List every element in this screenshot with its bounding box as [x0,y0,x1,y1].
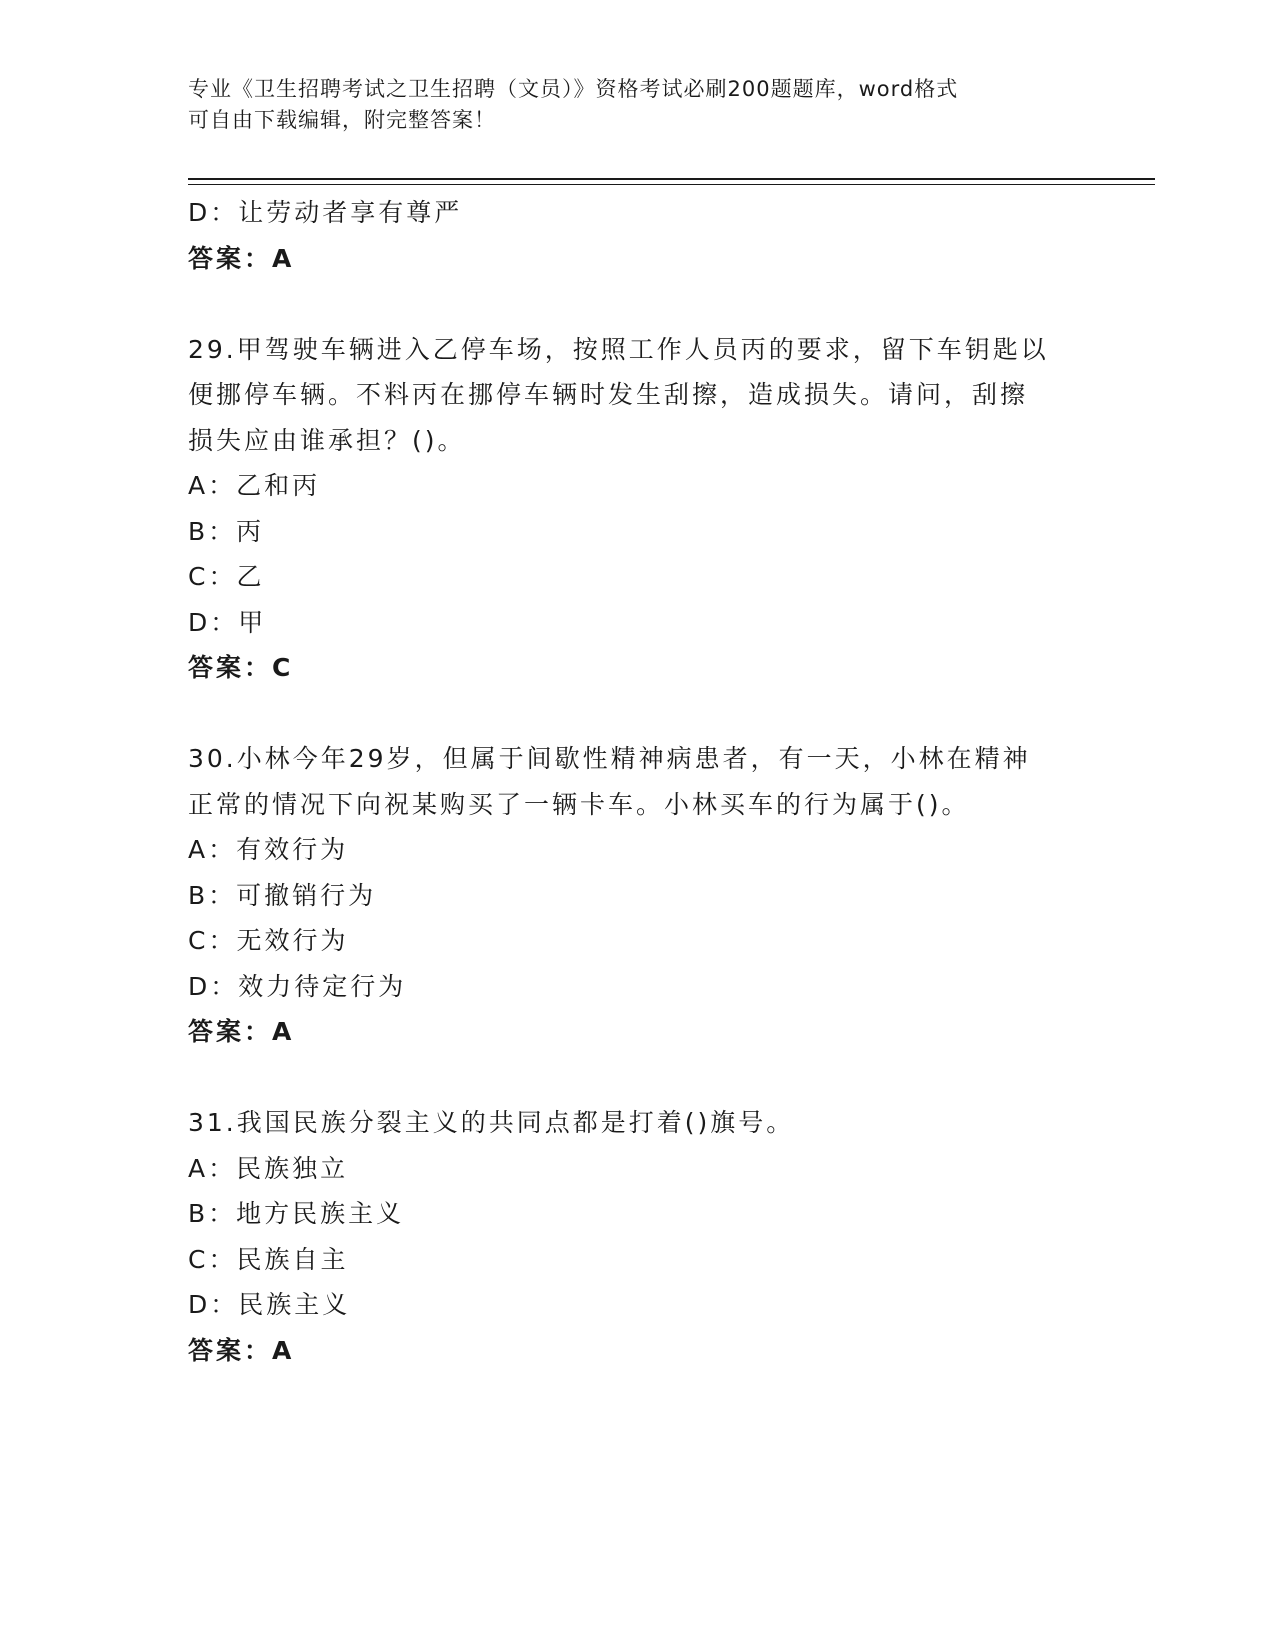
question-29-option-b: B：丙 [188,516,265,546]
question-31 [188,1100,1088,1373]
question-30-option-c: C：无效行为 [188,926,349,955]
question-29-stem-line-2: 便挪停车辆。不料丙在挪停车辆时发生刮擦，造成损失。请问，刮擦 [188,380,1029,409]
question-30-answer: 答案：A [188,1017,295,1046]
question-31-stem-line-1: 31.我国民族分裂主义的共同点都是打着()旗号。 [188,1108,795,1137]
spacer [188,1055,1088,1101]
header-line-2: 可自由下载编辑，附完整答案！ [188,108,496,132]
question-31-option-b: B：地方民族主义 [188,1199,405,1228]
question-31-option-c: C：民族自主 [188,1244,349,1274]
header-divider-thick [188,178,1155,180]
question-30-stem-line-2: 正常的情况下向祝某购买了一辆卡车。小林买车的行为属于()。 [188,789,970,819]
prev-answer: 答案：A [188,243,295,273]
spacer [188,691,1088,737]
question-list [188,190,1088,1373]
header-line-1: 专业《卫生招聘考试之卫生招聘（文员）》资格考试必刷200题题库，word格式 [188,77,959,101]
question-29-stem-line-1: 29.甲驾驶车辆进入乙停车场，按照工作人员丙的要求，留下车钥匙以 [188,334,1049,364]
question-29-answer: 答案：C [188,653,294,682]
question-29-option-a: A：乙和丙 [188,471,321,500]
question-30-option-a: A：有效行为 [188,835,349,864]
question-30-stem-line-1: 30.小林今年29岁，但属于间歇性精神病患者，有一天，小林在精神 [188,744,1031,773]
header-divider-thin [188,184,1155,185]
spacer [188,281,1088,327]
prev-option-d: D：让劳动者享有尊严 [188,198,463,227]
question-30-option-b: B：可撤销行为 [188,880,377,910]
question-30 [188,736,1088,1055]
question-31-answer: 答案：A [188,1335,295,1365]
document-header [188,74,1068,136]
question-29-option-c: C：乙 [188,562,265,591]
question-31-option-d: D：民族主义 [188,1290,351,1319]
question-29 [188,327,1088,691]
question-29-option-d: D：甲 [188,607,267,637]
question-30-option-d: D：效力待定行为 [188,971,407,1001]
question-31-option-a: A：民族独立 [188,1153,349,1183]
question-29-stem-line-3: 损失应由谁承担？()。 [188,425,466,455]
